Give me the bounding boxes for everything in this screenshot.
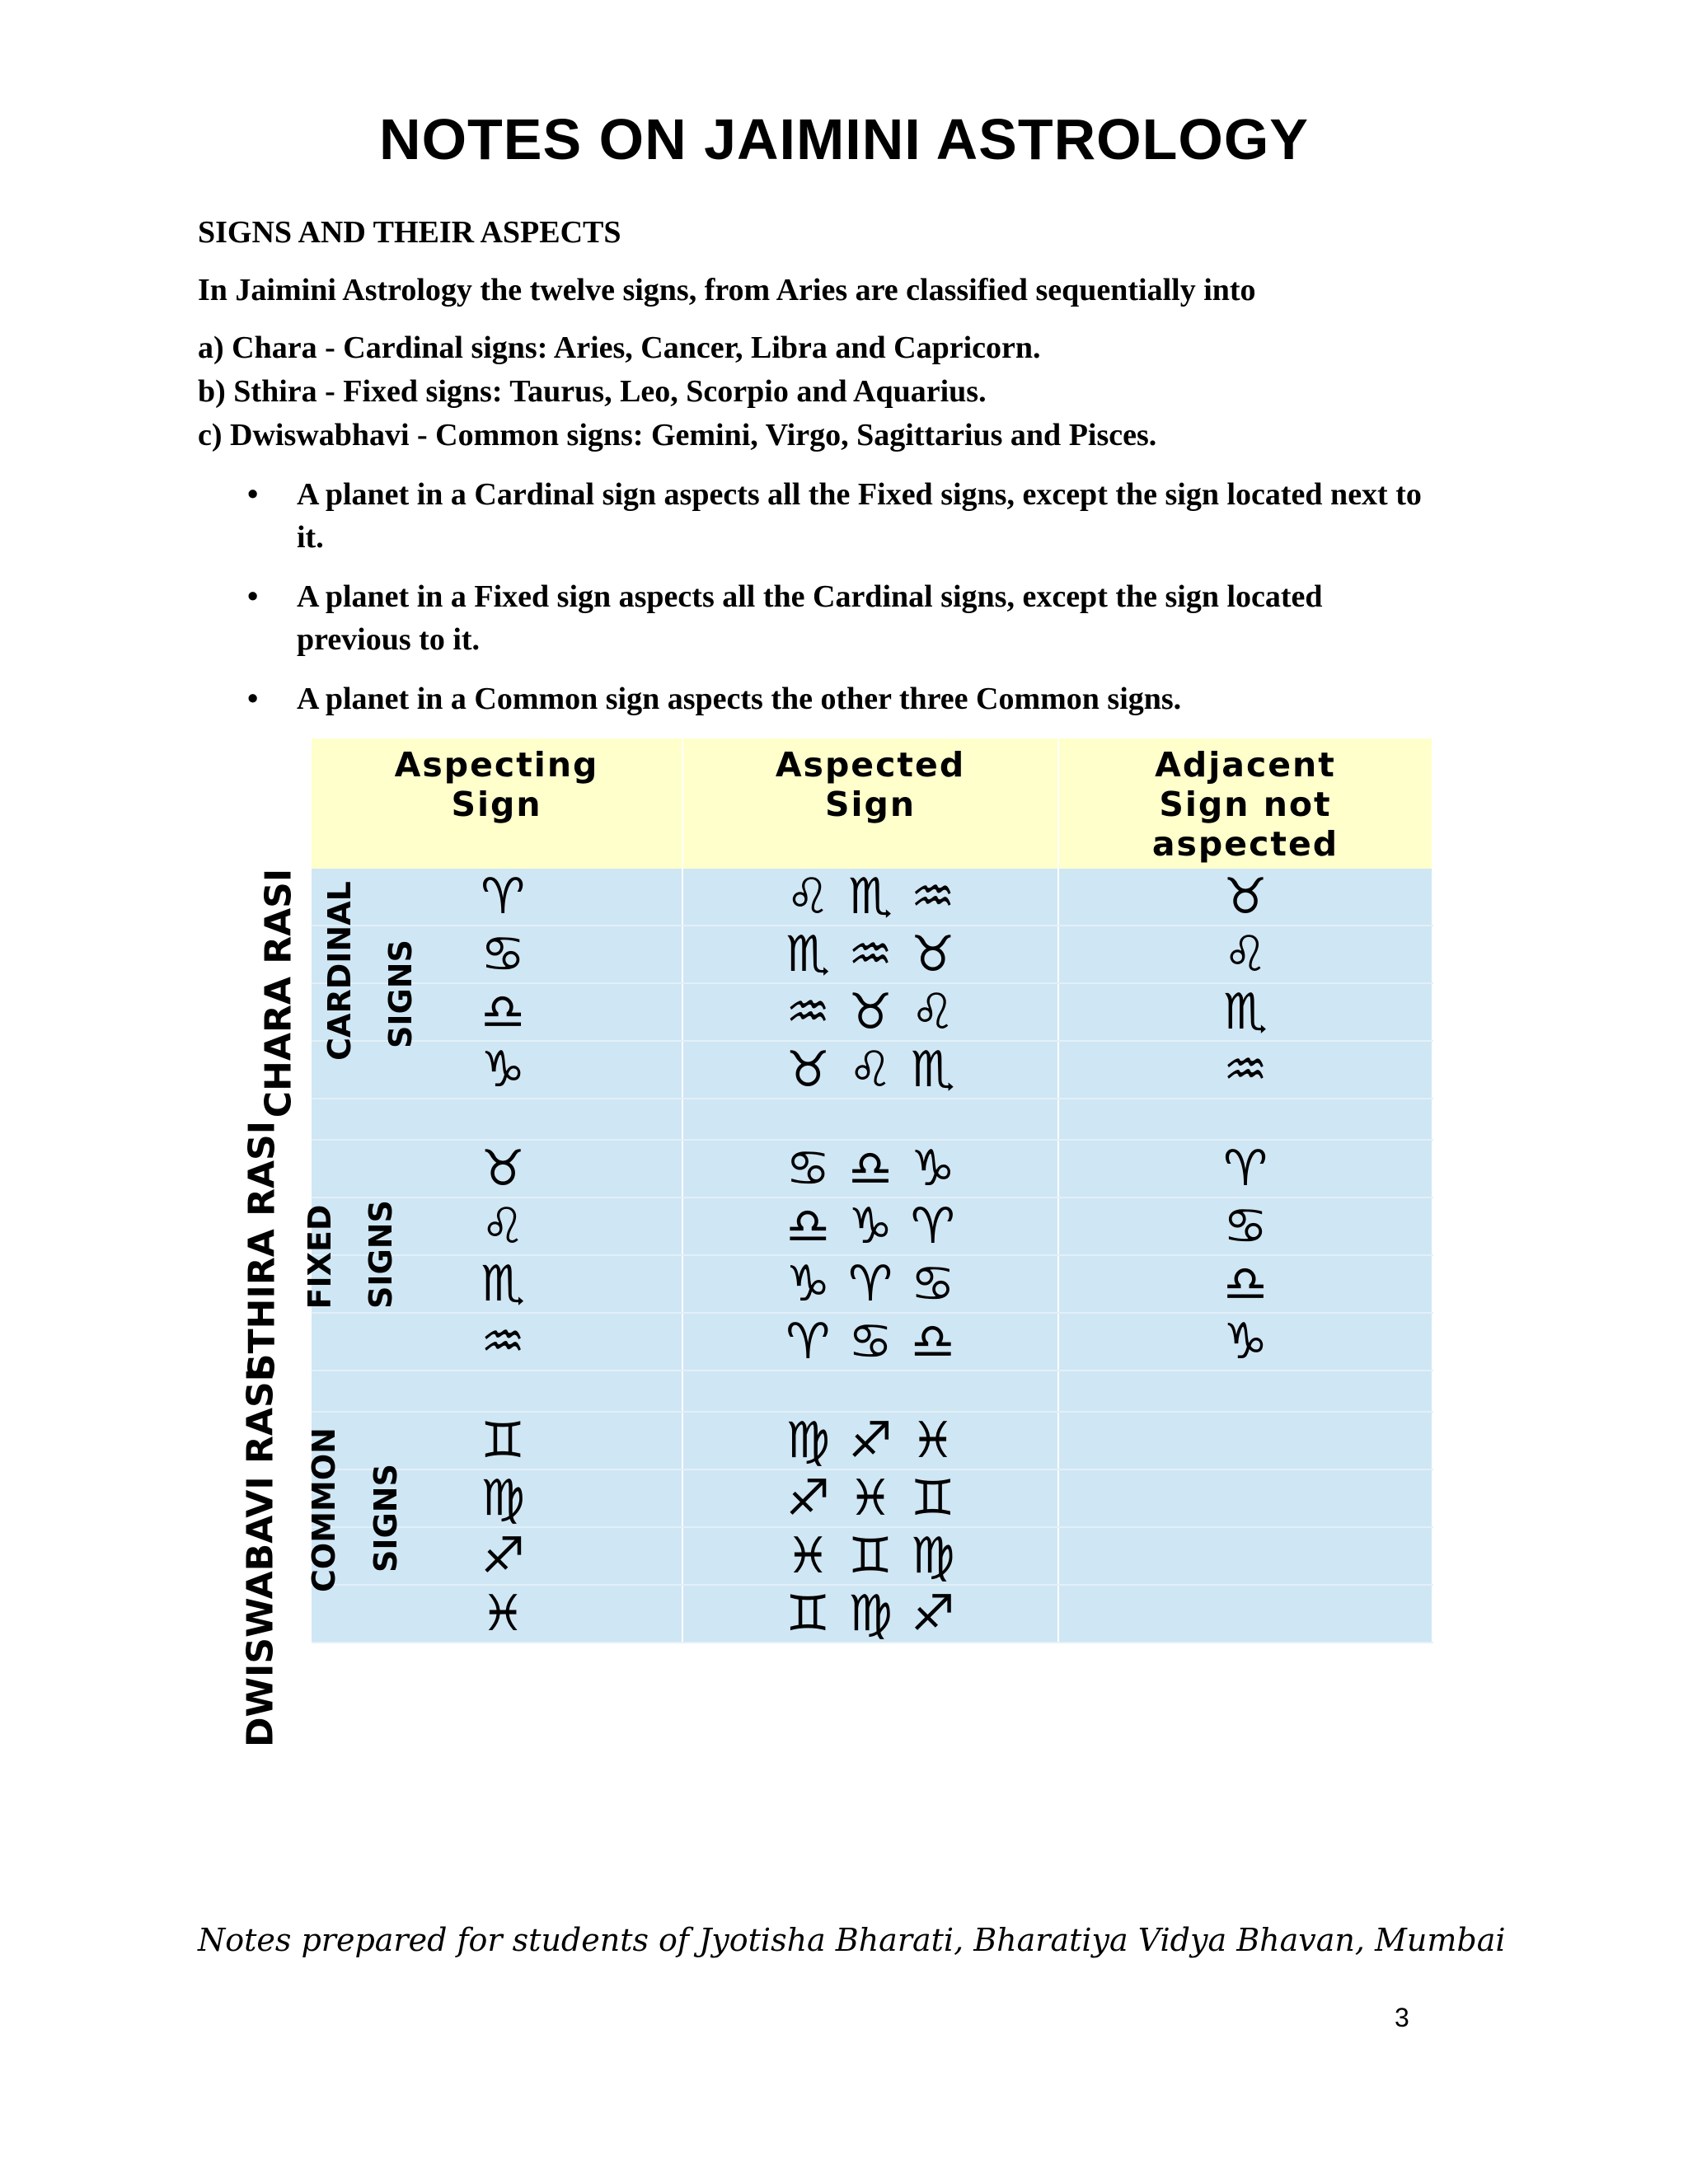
footer-note: Notes prepared for students of Jyotisha Bharati, Bharatiya Vidya Bhavan, Mumbai	[198, 1922, 1506, 1958]
adjacent-sign-cell	[1058, 1412, 1432, 1469]
group-label-chara-rasi: CHARA RASI	[257, 868, 300, 1118]
table-spacer-row	[312, 1099, 1432, 1140]
aspecting-sign-cell: ♐	[312, 1527, 682, 1585]
aspect-table	[312, 738, 1433, 1643]
adjacent-sign-cell: ♒	[1058, 1041, 1432, 1099]
aspected-signs-cell: ♉♌♏	[682, 1041, 1058, 1099]
table-row	[312, 1197, 1432, 1255]
page-number: 3	[1395, 2003, 1409, 2032]
spacer-cell	[1058, 1371, 1432, 1412]
aspecting-sign-cell: ♈	[312, 869, 682, 926]
aspected-signs-cell: ♏♒♉	[682, 926, 1058, 983]
aspecting-sign-cell: ♊	[312, 1412, 682, 1469]
aspecting-sign-cell: ♎	[312, 983, 682, 1041]
group-label-cardinal: CARDINAL	[321, 881, 358, 1061]
spacer-cell	[682, 1099, 1058, 1140]
header-aspected-sign: Aspected Sign	[682, 738, 1058, 869]
aspected-signs-cell: ♈♋♎	[682, 1313, 1058, 1371]
classification-item-dwiswabhavi: c) Dwiswabhavi - Common signs: Gemini, Virgo, Sagittarius and Pisces.	[198, 418, 1157, 452]
aspecting-sign-cell: ♏	[312, 1255, 682, 1313]
group-label-fixed: FIXED	[302, 1204, 338, 1310]
group-label-common-signs: SIGNS	[368, 1464, 404, 1572]
table-row	[312, 1527, 1432, 1585]
aspected-signs-cell: ♎♑♈	[682, 1197, 1058, 1255]
spacer-cell	[1058, 1099, 1432, 1140]
table-row	[312, 1412, 1432, 1469]
group-label-fixed-signs: SIGNS	[363, 1200, 399, 1309]
rule-item-cardinal	[239, 473, 1434, 559]
spacer-cell	[312, 1371, 682, 1412]
aspecting-sign-cell: ♍	[312, 1469, 682, 1527]
classification-list	[198, 326, 1156, 457]
page-title: NOTES ON JAIMINI ASTROLOGY	[379, 107, 1309, 171]
table-row	[312, 1585, 1432, 1643]
adjacent-sign-cell: ♈	[1058, 1140, 1432, 1197]
adjacent-sign-cell	[1058, 1585, 1432, 1643]
adjacent-sign-cell: ♏	[1058, 983, 1432, 1041]
aspect-rules-list	[239, 473, 1434, 737]
aspected-signs-cell: ♑♈♋	[682, 1255, 1058, 1313]
rule-text: A planet in a Cardinal sign aspects all the Fixed signs, except the sign located next to it.	[297, 477, 1422, 555]
aspected-signs-cell: ♊♍♐	[682, 1585, 1058, 1643]
bullet-icon: •	[247, 579, 259, 614]
aspected-signs-cell: ♓♊♍	[682, 1527, 1058, 1585]
header-aspecting-sign: Aspecting Sign	[312, 738, 682, 869]
table-row	[312, 1255, 1432, 1313]
aspected-signs-cell: ♐♓♊	[682, 1469, 1058, 1527]
aspecting-sign-cell: ♌	[312, 1197, 682, 1255]
table-header-row	[312, 738, 1432, 869]
rule-item-common	[239, 677, 1434, 720]
spacer-cell	[312, 1099, 682, 1140]
aspected-signs-cell: ♌♏♒	[682, 869, 1058, 926]
group-label-dwiswabavi-rasi: DWISWABAVI RASI	[239, 1367, 282, 1748]
aspecting-sign-cell: ♉	[312, 1140, 682, 1197]
intro-paragraph: In Jaimini Astrology the twelve signs, from Aries are classified sequentially into	[198, 273, 1256, 307]
classification-item-chara: a) Chara - Cardinal signs: Aries, Cancer, Libra and Capricorn.	[198, 330, 1041, 365]
rule-text: A planet in a Fixed sign aspects all the Cardinal signs, except the sign located previous to it.	[297, 579, 1323, 657]
adjacent-sign-cell: ♎	[1058, 1255, 1432, 1313]
rule-item-fixed	[239, 575, 1434, 661]
table-row	[312, 869, 1432, 926]
aspected-signs-cell: ♋♎♑	[682, 1140, 1058, 1197]
aspected-signs-cell: ♒♉♌	[682, 983, 1058, 1041]
classification-item-sthira: b) Sthira - Fixed signs: Taurus, Leo, Scorpio and Aquarius.	[198, 374, 987, 409]
section-heading: SIGNS AND THEIR ASPECTS	[198, 215, 621, 250]
adjacent-sign-cell: ♉	[1058, 869, 1432, 926]
table-row	[312, 1469, 1432, 1527]
adjacent-sign-cell: ♑	[1058, 1313, 1432, 1371]
bullet-icon: •	[247, 477, 259, 512]
adjacent-sign-cell	[1058, 1469, 1432, 1527]
aspecting-sign-cell: ♑	[312, 1041, 682, 1099]
adjacent-sign-cell	[1058, 1527, 1432, 1585]
bullet-icon: •	[247, 682, 259, 716]
table-row	[312, 1313, 1432, 1371]
aspected-signs-cell: ♍♐♓	[682, 1412, 1058, 1469]
aspecting-sign-cell: ♓	[312, 1585, 682, 1643]
group-label-cardinal-signs: SIGNS	[382, 940, 419, 1048]
header-adjacent-sign: Adjacent Sign not aspected	[1058, 738, 1432, 869]
table-spacer-row	[312, 1371, 1432, 1412]
spacer-cell	[682, 1371, 1058, 1412]
adjacent-sign-cell: ♋	[1058, 1197, 1432, 1255]
table-row	[312, 1140, 1432, 1197]
group-label-sthira-rasi: STHIRA RASI	[241, 1120, 284, 1380]
table-row	[312, 983, 1432, 1041]
group-label-common: COMMON	[306, 1427, 342, 1592]
aspecting-sign-cell: ♒	[312, 1313, 682, 1371]
table-row	[312, 926, 1432, 983]
rule-text: A planet in a Common sign aspects the other three Common signs.	[297, 682, 1182, 716]
table-row	[312, 1041, 1432, 1099]
aspecting-sign-cell: ♋	[312, 926, 682, 983]
adjacent-sign-cell: ♌	[1058, 926, 1432, 983]
